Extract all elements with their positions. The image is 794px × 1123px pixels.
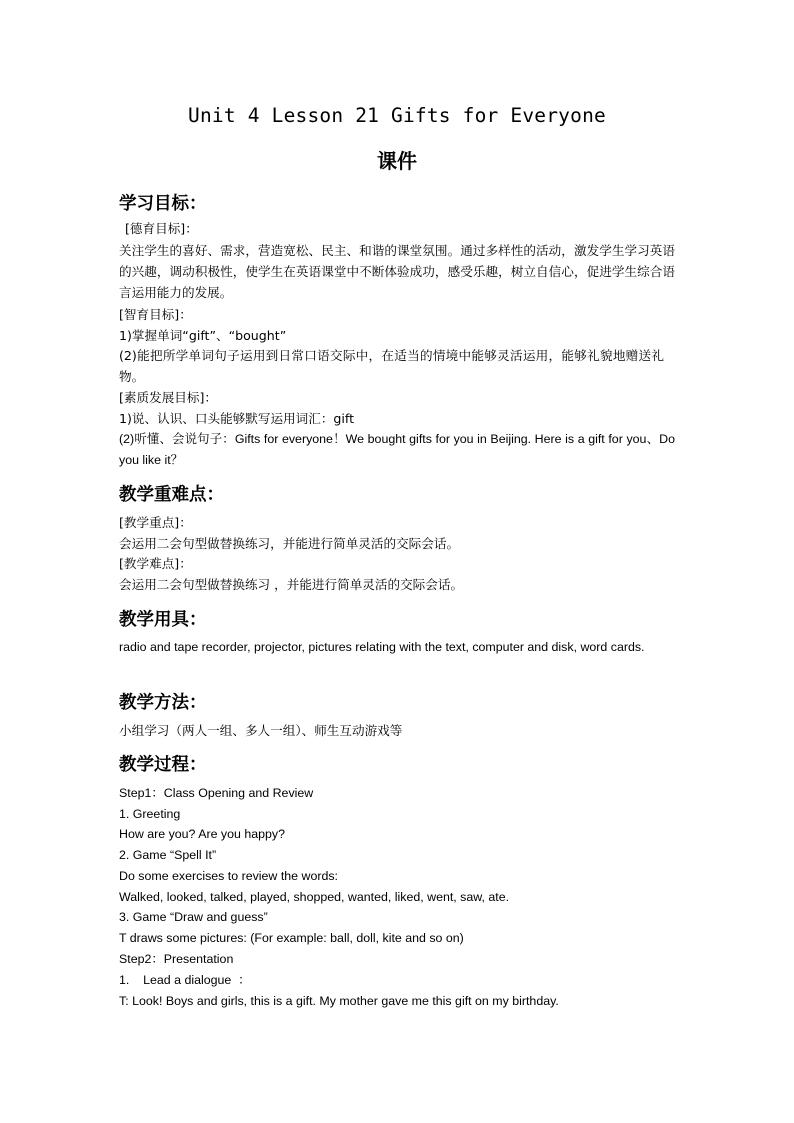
process-heading: 教学过程：: [119, 755, 207, 775]
objectives-heading: 学习目标：: [119, 194, 207, 214]
difficult-point-label: [教学难点]：: [119, 556, 192, 571]
key-point-label: [教学重点]：: [119, 515, 192, 530]
document-title: Unit 4 Lesson 21 Gifts for Everyone: [188, 104, 606, 127]
process-line: 3. Game “Draw and guess”: [119, 910, 268, 924]
process-line: How are you? Are you happy?: [119, 827, 286, 841]
quality-objective-item-1: 1)说、认识、口头能够默写运用词汇：gift: [119, 411, 355, 426]
process-line: T: Look! Boys and girls, this is a gift. My mother gave me this gift on my birthday.: [119, 994, 559, 1008]
moral-objective-label: [德育目标]：: [125, 221, 198, 236]
process-line: Step2：Presentation: [119, 952, 234, 966]
tools-heading: 教学用具：: [119, 610, 207, 630]
quality-objective-item-2: (2)听懂、会说句子：Gifts for everyone！We bought gifts for you in Beijing. Here is a gift for you、Do you like it？: [119, 432, 675, 467]
intellect-objective-label: [智育目标]：: [119, 307, 192, 322]
quality-objective-label: [素质发展目标]：: [119, 390, 217, 405]
intellect-objective-item-1: 1)掌握单词“gift”、“bought”: [119, 328, 287, 343]
process-line: Walked, looked, talked, played, shopped, wanted, liked, went, saw, ate.: [119, 890, 510, 904]
moral-objective-text: 关注学生的喜好、需求，营造宽松、民主、和谐的课堂氛围。通过多样性的活动，激发学生学习英语的兴趣，调动积极性，使学生在英语课堂中不断体验成功，感受乐趣，树立自信心，促进学生综合语言运用能力的发展。: [119, 243, 675, 300]
key-points-heading: 教学重难点：: [119, 485, 224, 505]
process-line: 1. Lead a dialogue ：: [119, 973, 251, 987]
process-line: Step1：Class Opening and Review: [119, 786, 314, 800]
intellect-objective-item-2: (2)能把所学单词句子运用到日常口语交际中，在适当的情境中能够灵活运用，能够礼貌地赠送礼物。: [119, 348, 664, 384]
process-line: 2. Game “Spell It”: [119, 848, 217, 862]
methods-heading: 教学方法：: [119, 693, 207, 713]
process-line: 1. Greeting: [119, 807, 181, 821]
document-subtitle: 课件: [377, 149, 417, 173]
difficult-point-text: 会运用二会句型做替换练习 ，并能进行简单灵活的交际会话。: [119, 577, 464, 592]
key-point-text: 会运用二会句型做替换练习，并能进行简单灵活的交际会话。: [119, 536, 460, 551]
tools-text: radio and tape recorder, projector, pictures relating with the text, computer and disk, word cards.: [119, 640, 645, 654]
process-line: Do some exercises to review the words:: [119, 869, 338, 883]
methods-text: 小组学习（两人一组、多人一组）、师生互动游戏等: [119, 723, 403, 738]
process-line: T draws some pictures: (For example: ball, doll, kite and so on): [119, 931, 464, 945]
